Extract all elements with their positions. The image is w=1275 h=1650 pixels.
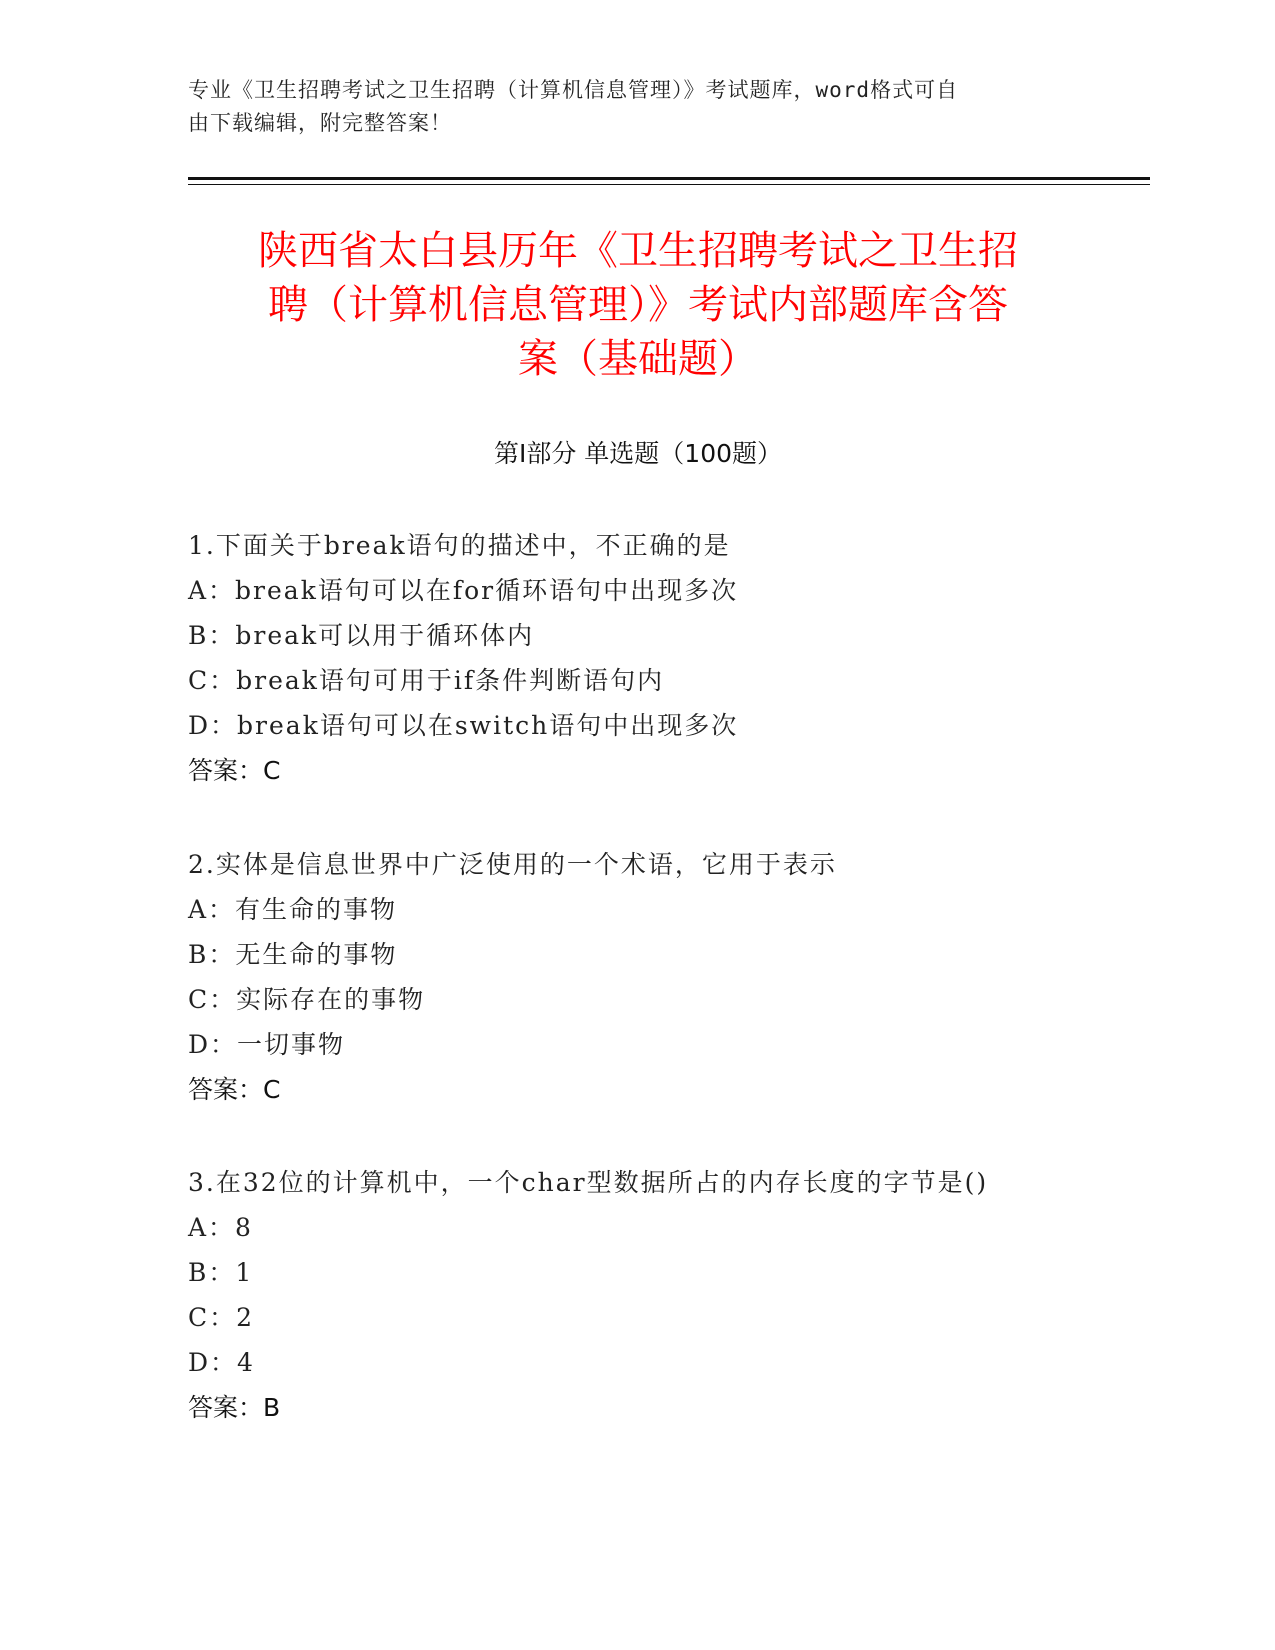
option-b: B：break可以用于循环体内 [188,621,535,650]
answer-line: 答案：C [188,1075,281,1104]
option-c: C：实际存在的事物 [188,985,426,1014]
question-stem: 3.在32位的计算机中，一个char型数据所占的内存长度的字节是() [188,1168,989,1197]
header-note-line-2: 由下载编辑，附完整答案！ [188,111,452,135]
document-title-line-1: 陕西省太白县历年《卫生招聘考试之卫生招 [258,228,1018,274]
document-title-line-2: 聘（计算机信息管理）》考试内部题库含答 [268,282,1008,328]
answer-line: 答案：B [188,1393,281,1422]
option-b: B：无生命的事物 [188,940,398,969]
question-block [188,523,1088,793]
option-c: C：break语句可用于if条件判断语句内 [188,666,665,695]
header-divider-thin [188,184,1150,185]
document-title [188,224,1088,386]
question-stem: 2.实体是信息世界中广泛使用的一个术语，它用于表示 [188,850,837,879]
option-a: A：有生命的事物 [188,895,398,924]
option-d: D：一切事物 [188,1030,346,1059]
option-a: A：break语句可以在for循环语句中出现多次 [188,576,739,605]
header-divider-thick [188,177,1150,180]
option-c: C：2 [188,1303,255,1332]
question-block [188,842,1088,1112]
question-stem: 1.下面关于break语句的描述中，不正确的是 [188,531,731,560]
question-block [188,1160,1088,1430]
header-note [188,74,1068,140]
option-d: D：break语句可以在switch语句中出现多次 [188,711,739,740]
option-b: B：1 [188,1258,254,1287]
option-a: A：8 [188,1213,253,1242]
document-title-line-3: 案（基础题） [518,336,758,382]
option-d: D：4 [188,1348,255,1377]
answer-line: 答案：C [188,756,281,785]
section-heading: 第Ⅰ部分 单选题（100题） [493,439,783,468]
header-note-line-1: 专业《卫生招聘考试之卫生招聘（计算机信息管理）》考试题库，word格式可自 [188,78,959,102]
